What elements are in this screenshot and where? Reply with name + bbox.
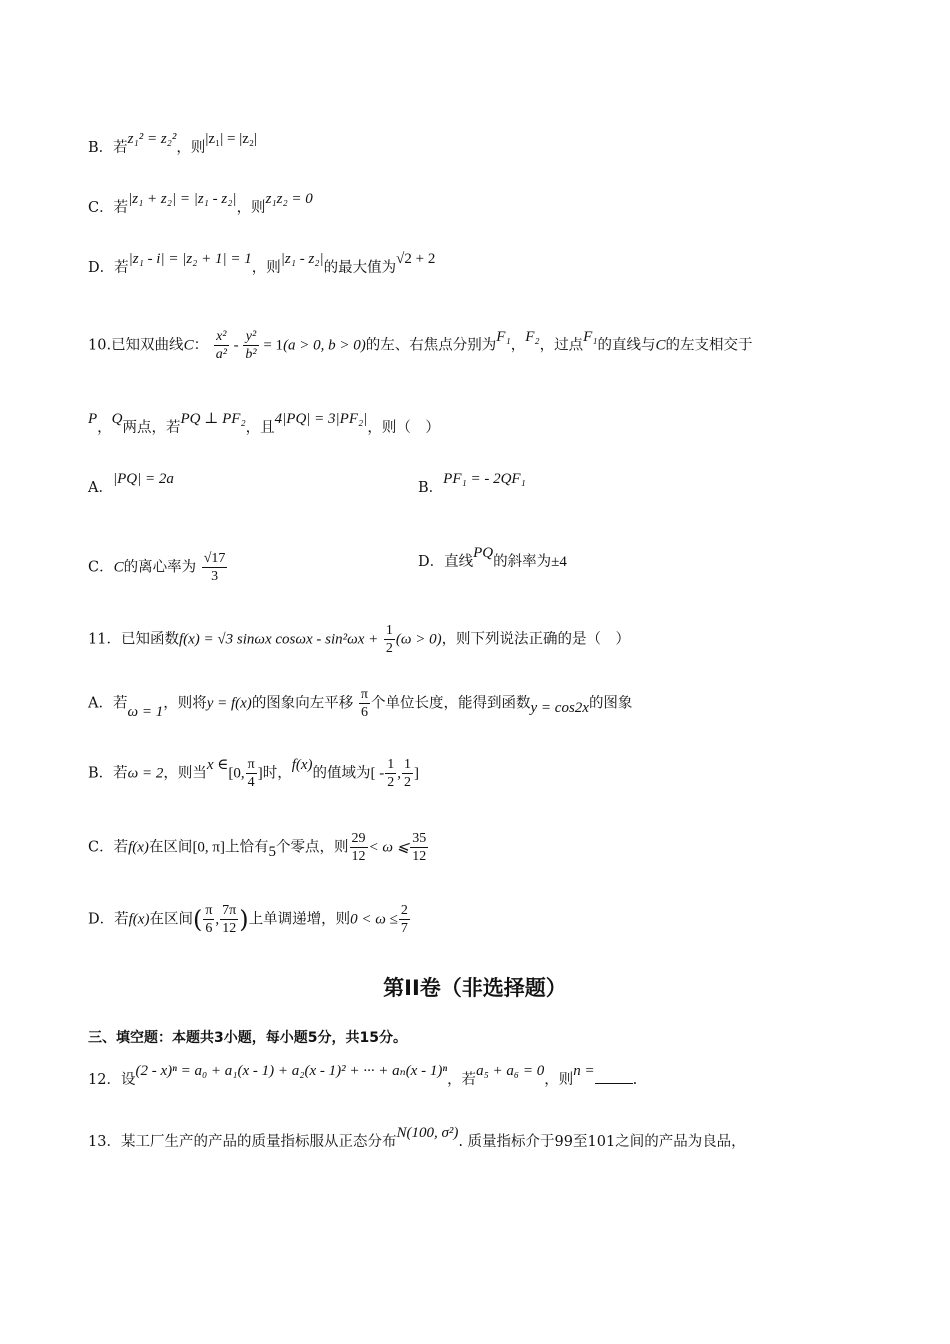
q10-option-b: B．PF₁ = - 2QF₁: [418, 471, 526, 496]
q13: 13．某工厂生产的产品的质量指标服从正态分布N(100, σ²). 质量指标介于99至101之间的产品为良品，: [88, 1125, 746, 1150]
q10-eccentricity: $\frac{√17}{3}$: [203, 551, 226, 584]
q9-b-result: |z₁| = |z₂|: [205, 131, 258, 147]
q11-function: f(x) = √3 sinωx cosωx - sin²ωx +: [178, 631, 379, 648]
q10-stem-line2: P，Q两点，若PQ ⊥ PF₂，且4|PQ| = 3|PF₂|，则（ ）: [88, 411, 440, 436]
q11-stem: 11．已知函数f(x) = √3 sinωx cosωx - sin²ωx + $\frac{1}{2}$ (ω > 0)，则下列说法正确的是（ ）: [88, 623, 631, 656]
q9-d-expression: |z₁ - z₂|: [280, 251, 324, 267]
q10-option-d: D．直线PQ的斜率为±4: [418, 545, 567, 570]
q9-c-result: z₁z₂ = 0: [265, 191, 313, 207]
q10-stem: 10.已知双曲线C： $\frac{\text{x²}}{\text{a²}}$ - $\frac{\text{y²}}{\text{b²}}$ = 1(a > 0, b > 0)的左、右焦点分别为F₁，F₂，过点F₁的直线与C的左支相交于: [88, 328, 753, 362]
q10-option-a: A．|PQ| = 2a: [88, 471, 174, 496]
q10-x-term: $\frac{\text{x²}}{\text{a²}}$: [215, 329, 227, 362]
q10-option-c: C．C的离心率为 $\frac{√17}{3}$: [88, 551, 226, 584]
q9-option-c: C．若|z₁ + z₂| = |z₁ - z₂|，则z₁z₂ = 0: [88, 191, 313, 216]
q12-answer-blank[interactable]: [595, 1071, 633, 1084]
q12-expansion: (2 - x)ⁿ = a₀ + a₁(x - 1) + a₂(x - 1)² + ··· + aₙ(x - 1)ⁿ: [135, 1063, 448, 1079]
q10-ratio: 4|PQ| = 3|PF₂|: [274, 411, 368, 427]
q9-c-condition: |z₁ + z₂| = |z₁ - z₂|: [128, 191, 237, 207]
q11-option-c: C．若f(x)在区间[0, π]上恰有5个零点，则 $\frac{29}{12}$ < ω ⩽ $\frac{35}{12}$: [88, 831, 427, 864]
q10-y-term: $\frac{\text{y²}}{\text{b²}}$: [245, 329, 257, 362]
q9-option-b: B．若z₁² = z₂²，则|z₁| = |z₂|: [88, 131, 258, 156]
q10-perpendicular: PQ ⊥ PF₂: [180, 411, 246, 427]
q13-distribution: N(100, σ²): [396, 1125, 459, 1141]
q12: 12．设(2 - x)ⁿ = a₀ + a₁(x - 1) + a₂(x - 1)² + ··· + aₙ(x - 1)ⁿ，若a₅ + a₆ = 0，则n =.: [88, 1063, 638, 1088]
q10-condition: (a > 0, b > 0): [283, 337, 366, 354]
q11-option-b: B．若ω = 2，则当x ∈[0, $\frac{\pi}{4}$ ]时，f(x)的值域为[ - $\frac{1}{2}$ , $\frac{1}{2}$ ]: [88, 756, 420, 790]
section-title: 第II卷（非选择题）: [383, 976, 567, 1000]
q9-d-condition: |z₁ - i| = |z₂ + 1| = 1: [128, 251, 252, 267]
q9-d-result: √2 + 2: [396, 251, 436, 267]
q11-option-a: A．若ω = 1，则将y = f(x)的图象向左平移 $\frac{\pi}{6}$ 个单位长度，能得到函数y = cos2x的图象: [88, 687, 633, 720]
q9-option-d: D．若|z₁ - i| = |z₂ + 1| = 1，则|z₁ - z₂|的最大值为√2 + 2: [88, 251, 436, 276]
part3-heading: 三、填空题：本题共3小题，每小题5分，共15分。: [88, 1030, 407, 1046]
q9-b-condition: z₁² = z₂²: [127, 131, 177, 147]
q11-option-d: D．若f(x)在区间( $\frac{\pi}{6}$ , $\frac{7\pi}{12}$ )上单调递增，则0 < ω ≤ $\frac{2}{7}$: [88, 903, 408, 936]
